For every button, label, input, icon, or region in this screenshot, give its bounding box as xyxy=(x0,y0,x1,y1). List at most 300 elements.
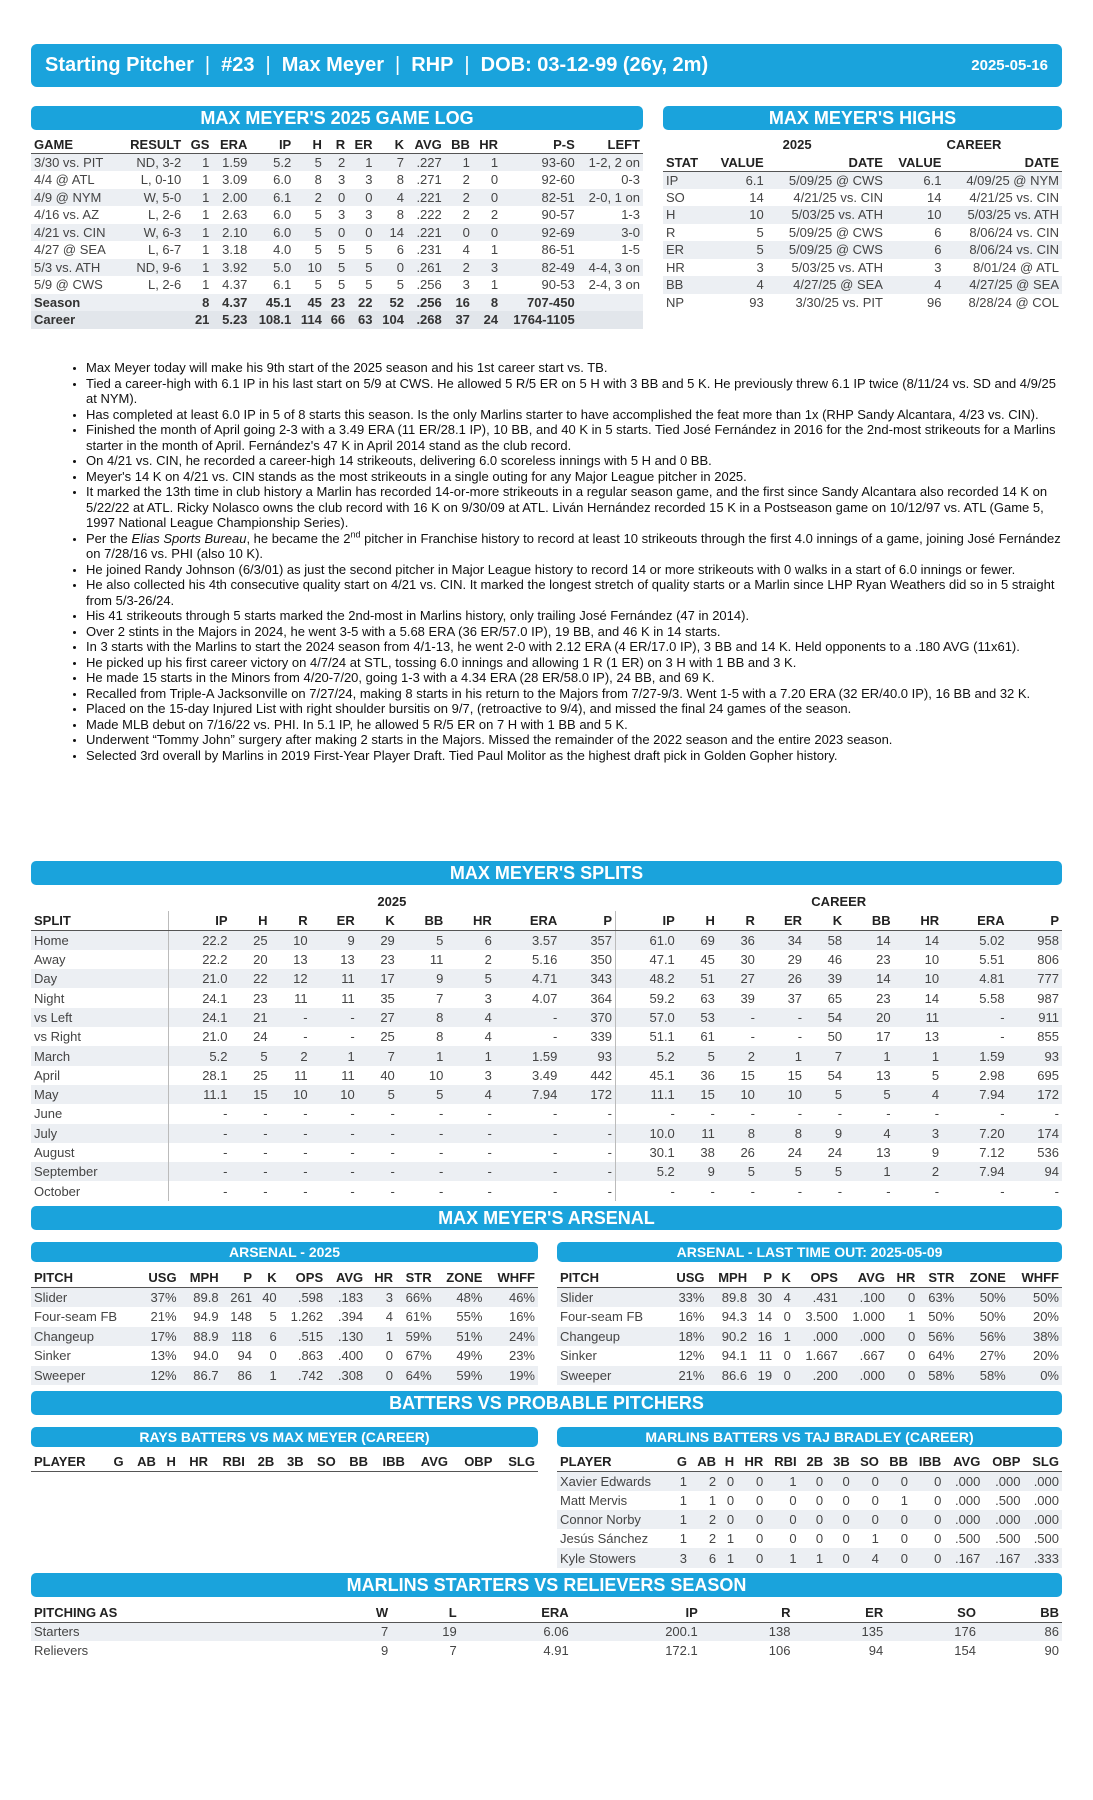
arsenal-2025-cell: 0 xyxy=(366,1366,396,1386)
splits-cell: 21.0 xyxy=(168,1027,230,1046)
splits-cell: 5 xyxy=(931,1067,940,1083)
splits-cell: 61.0 xyxy=(616,931,678,950)
game-log-cell: 3 xyxy=(473,259,501,277)
splits-cell: 806 xyxy=(1037,952,1059,968)
highs-header-col: STAT xyxy=(663,154,708,172)
highs-cell: HR xyxy=(666,259,685,275)
highs-cell: 8/28/24 @ COL xyxy=(968,294,1059,310)
banner-date: 2025-05-16 xyxy=(971,57,1048,74)
starters-relievers-cell: 19 xyxy=(391,1622,460,1641)
game-log-cell: 0 xyxy=(473,189,501,207)
splits-cell: 11 xyxy=(429,952,444,968)
marlins-bvp-header-col: RBI xyxy=(766,1452,799,1471)
splits-cell: 58 xyxy=(805,931,845,950)
arsenal-2025-cell: 16% xyxy=(508,1309,535,1325)
arsenal-2025-header-col: MPH xyxy=(180,1268,222,1288)
arsenal-2025-header-col: HR xyxy=(366,1268,396,1288)
arsenal-last-header-col: USG xyxy=(666,1268,708,1288)
splits-cell: October xyxy=(34,1183,81,1199)
arsenal-last-cell: 50% xyxy=(957,1288,1008,1308)
highs-row xyxy=(663,259,1062,277)
game-log-cell: 2 xyxy=(462,172,470,188)
marlins-bvp-cell: Matt Mervis xyxy=(560,1492,628,1508)
splits-cell: 5.2 xyxy=(616,1162,678,1181)
marlins-bvp-cell: 0 xyxy=(842,1531,850,1547)
splits-cell: 174 xyxy=(1008,1124,1062,1143)
arsenal-2025-cell: .308 xyxy=(326,1366,366,1386)
splits-row xyxy=(31,1181,1062,1200)
arsenal-last-header-col: ZONE xyxy=(957,1268,1008,1288)
game-log-cell: 2.00 xyxy=(212,189,250,207)
arsenal-2025-row xyxy=(31,1288,538,1308)
splits-cell: - xyxy=(311,1124,358,1143)
marlins-bvp-cell: 0 xyxy=(815,1492,824,1508)
splits-cell: 4 xyxy=(484,1029,492,1045)
highs-cell: 5 xyxy=(756,224,764,240)
note-item: • Max Meyer today will make his 9th start of the 2025 season and his 1st career start vs. TB. xyxy=(86,360,1062,376)
rays-bvp-header-col: 2B xyxy=(248,1452,277,1471)
arsenal-2025-cell: 261 xyxy=(222,1288,255,1308)
game-log-cell: 1 xyxy=(490,277,499,293)
marlins-bvp-cell: 0 xyxy=(719,1510,737,1529)
game-log-career-row-cell: 66 xyxy=(325,311,348,329)
starters-relievers-cell: 7 xyxy=(330,1622,391,1641)
game-log-season-row-cell: 45 xyxy=(294,294,325,312)
splits-cell: - xyxy=(271,1008,311,1027)
highs-cell: NP xyxy=(666,294,685,310)
splits-header-col: ERA xyxy=(942,911,1007,930)
splits-cell: 5 xyxy=(231,1046,271,1065)
splits-cell: 2 xyxy=(484,952,492,968)
marlins-bvp-cell: 0 xyxy=(800,1510,827,1529)
arsenal-2025-cell: 94.0 xyxy=(193,1348,219,1364)
note-item: • Recalled from Triple-A Jacksonville on 7/27/24, making 8 starts in his return to the Majors from 7/27-9/3. Went 1-5 with a 7.20 ERA (32 ER/40.0 IP), 16 BB and 32 K. xyxy=(86,686,1062,702)
game-log-header-col: ERA xyxy=(212,136,250,154)
splits-cell: 5 xyxy=(398,931,447,950)
game-log-cell: .256 xyxy=(416,277,442,293)
arsenal-last-header-col: HR xyxy=(888,1268,918,1288)
marlins-bvp-cell: 1 xyxy=(800,1548,827,1567)
starters-relievers-header-col: BB xyxy=(979,1603,1062,1622)
rays-bvp-header-col: SO xyxy=(307,1452,339,1471)
marlins-bvp-cell: .000 xyxy=(1033,1492,1059,1508)
game-log-cell: 2 xyxy=(445,259,473,277)
game-log-cell: 5 xyxy=(337,277,346,293)
game-log-cell: .271 xyxy=(416,172,442,188)
marlins-bvp-cell: 0 xyxy=(826,1548,853,1567)
game-log-cell: ND, 3-2 xyxy=(119,154,184,172)
game-log-season-row-cell: 8 xyxy=(184,294,212,312)
marlins-bvp-cell: 0 xyxy=(871,1492,879,1508)
starters-relievers-cell: 86 xyxy=(979,1622,1062,1641)
game-log-cell: 5 xyxy=(325,259,348,277)
game-log-cell: 6.0 xyxy=(273,172,292,188)
game-log-career-row-cell: 104 xyxy=(376,311,407,329)
game-log-career-row-cell: 108.1 xyxy=(250,311,294,329)
arsenal-2025-cell: 61% xyxy=(405,1309,432,1325)
starters-relievers-header-col: ER xyxy=(793,1603,886,1622)
marlins-bvp-cell: 0 xyxy=(853,1510,882,1529)
arsenal-last-cell: 50% xyxy=(1009,1288,1062,1308)
marlins-bvp-cell: 0 xyxy=(911,1548,944,1567)
arsenal-last-cell: 86.6 xyxy=(707,1366,750,1386)
game-log-cell: 0 xyxy=(473,224,501,242)
arsenal-last-cell: .000 xyxy=(794,1327,841,1347)
splits-cell: - xyxy=(303,1029,308,1045)
splits-cell: 5 xyxy=(718,1162,758,1181)
marlins-bvp-header-col: HR xyxy=(737,1452,766,1471)
game-log-cell: 2-4, 3 on xyxy=(588,277,640,293)
arsenal-2025-wrap xyxy=(31,1268,538,1385)
marlins-bvp-cell: .500 xyxy=(955,1531,981,1547)
splits-cell: 7.94 xyxy=(942,1085,1007,1104)
splits-cell: 6 xyxy=(446,931,495,950)
splits-cell: 34 xyxy=(758,931,805,950)
splits-cell: 37 xyxy=(787,990,803,1006)
arsenal-last-cell: 18% xyxy=(666,1327,708,1347)
splits-cell: 4.81 xyxy=(942,969,1007,988)
splits-cell: 45.1 xyxy=(616,1066,678,1085)
arsenal-last-cell: 89.8 xyxy=(707,1288,750,1308)
rays-bvp-header-col: PLAYER xyxy=(31,1452,106,1471)
marlins-bvp-header-col: AB xyxy=(690,1452,719,1471)
game-log-career-row-cell: 1764-1105 xyxy=(501,311,578,329)
splits-cell: 2.98 xyxy=(979,1067,1005,1083)
splits-cell: - xyxy=(718,1008,758,1027)
splits-header-col: K xyxy=(358,911,398,930)
splits-cell: 695 xyxy=(1037,1067,1059,1083)
game-log-cell: 1 xyxy=(445,154,473,172)
arsenal-2025-cell: 5 xyxy=(269,1309,277,1325)
arsenal-last-row xyxy=(557,1307,1062,1327)
splits-cell: 23 xyxy=(380,952,395,968)
splits-cell: 536 xyxy=(1037,1145,1059,1160)
arsenal-2025-cell: 89.8 xyxy=(180,1288,222,1308)
game-log-cell: 5/9 @ CWS xyxy=(34,277,103,293)
splits-cell: - xyxy=(1000,1183,1005,1199)
splits-cell: April xyxy=(34,1067,61,1083)
game-log-cell: 5 xyxy=(365,277,373,293)
highs-cell: 93 xyxy=(749,294,764,310)
splits-group-2025: 2025 xyxy=(377,894,407,910)
note-item: • Underwent “Tommy John” surgery after making 2 starts in the Majors. Missed the remainder of the 2022 season and the entire 2023 season. xyxy=(86,732,1062,748)
banner-dob: DOB: 03-12-99 (26y, 2m) xyxy=(480,54,709,76)
splits-cell: 22.2 xyxy=(168,931,230,950)
arsenal-2025-cell: 86 xyxy=(222,1366,255,1386)
splits-cell: 21.0 xyxy=(168,969,230,988)
game-log-cell: 4/27 @ SEA xyxy=(34,242,106,258)
game-log-table-wrap xyxy=(31,136,643,329)
splits-cell: 2 xyxy=(718,1046,758,1065)
splits-cell: - xyxy=(358,1124,398,1143)
highs-cell: 8/01/24 @ ATL xyxy=(973,259,1059,275)
splits-cell: - xyxy=(934,1183,940,1199)
arsenal-last-cell: .431 xyxy=(794,1288,841,1308)
arsenal-last-header-col: K xyxy=(775,1268,794,1288)
game-log-header-col: GS xyxy=(184,136,212,154)
splits-cell: Night xyxy=(34,990,65,1006)
splits-cell: 7 xyxy=(358,1046,398,1065)
splits-cell: 343 xyxy=(560,969,615,988)
marlins-bvp-cell: 0 xyxy=(815,1531,824,1547)
splits-row xyxy=(31,931,1062,950)
arsenal-2025-header-col: ZONE xyxy=(435,1268,486,1288)
splits-cell: 11 xyxy=(678,1124,718,1143)
splits-cell: 24 xyxy=(827,1145,843,1160)
splits-cell: 3 xyxy=(484,1067,492,1083)
arsenal-last-cell: 1.000 xyxy=(852,1309,885,1325)
splits-cell: 17 xyxy=(876,1029,891,1045)
game-log-cell: .227 xyxy=(407,154,445,172)
game-log-cell: 2.63 xyxy=(222,207,248,223)
game-log-cell: 0 xyxy=(348,189,375,207)
marlins-bvp-cell: .000 xyxy=(955,1492,981,1508)
splits-cell: 13 xyxy=(924,1029,940,1045)
game-log-cell: 0 xyxy=(376,259,407,277)
splits-cell: 14 xyxy=(845,931,894,950)
arsenal-last-header-col: AVG xyxy=(841,1268,888,1288)
marlins-bvp-cell: .500 xyxy=(995,1492,1021,1508)
splits-cell: Home xyxy=(31,931,168,950)
splits-cell: 54 xyxy=(827,1067,843,1083)
splits-cell: - xyxy=(446,1162,495,1181)
splits-cell: 4.07 xyxy=(532,990,558,1006)
game-log-table xyxy=(31,136,643,329)
game-log-season-row-cell: 8 xyxy=(473,294,501,312)
arsenal-last-cell: 56% xyxy=(957,1327,1008,1347)
rays-bvp-header-col: H xyxy=(159,1452,179,1471)
marlins-bvp-cell: 1 xyxy=(766,1548,799,1567)
splits-cell: Day xyxy=(31,969,168,988)
splits-row xyxy=(31,1104,1062,1123)
arsenal-last-cell: 33% xyxy=(666,1288,708,1308)
game-log-cell: .231 xyxy=(416,242,442,258)
marlins-bvp-header-col: IBB xyxy=(911,1452,944,1471)
note-item: • Placed on the 15-day Injured List with right shoulder bursitis on 9/7, (retroactive to 9/4), and missed the final 24 games of the season. xyxy=(86,701,1062,717)
game-log-row xyxy=(31,224,643,242)
splits-cell: 25 xyxy=(231,931,271,950)
marlins-bvp-cell: 3 xyxy=(671,1548,690,1567)
arsenal-2025-cell: 21% xyxy=(150,1309,177,1325)
note-item: • He also collected his 4th consecutive quality start on 4/21 vs. CIN. It marked the longest stretch of quality starts or a Marlin since LHP Ryan Weathers did so in 5 straight from 5/3-26/24. xyxy=(86,577,1062,608)
splits-cell: - xyxy=(797,1106,803,1122)
highs-row xyxy=(663,206,1062,224)
game-log-cell: 0 xyxy=(490,172,499,188)
note-item: • He picked up his first career victory on 4/7/24 at STL, tossing 6.0 innings and allowing 1 R (1 ER) on 3 H with 1 BB and 3 K. xyxy=(86,655,1062,671)
splits-cell: - xyxy=(390,1183,395,1199)
game-log-cell: 5 xyxy=(314,207,322,223)
starters-relievers-cell: 200.1 xyxy=(572,1622,701,1641)
splits-cell: - xyxy=(560,1124,615,1143)
splits-cell: 22.2 xyxy=(168,950,230,969)
game-log-cell: 6.1 xyxy=(273,277,292,293)
starters-relievers-row xyxy=(31,1622,1062,1641)
marlins-bvp-cell: 1 xyxy=(708,1492,717,1508)
game-log-cell: 82-49 xyxy=(501,259,578,277)
game-log-cell: 3 xyxy=(365,207,373,223)
splits-header-col: K xyxy=(805,911,845,930)
marlins-bvp-cell: 1 xyxy=(719,1548,737,1567)
highs-row xyxy=(663,294,1062,312)
marlins-bvp-row xyxy=(557,1529,1062,1548)
splits-cell: 10 xyxy=(718,1085,758,1104)
splits-cell: 93 xyxy=(1008,1046,1062,1065)
note-source: Elias Sports Bureau xyxy=(131,530,247,546)
game-log-cell: 1-3 xyxy=(621,207,640,223)
highs-table-wrap xyxy=(663,136,1062,311)
splits-cell: - xyxy=(1000,1106,1005,1122)
marlins-bvp-cell: .000 xyxy=(1023,1471,1062,1490)
splits-cell: 10.0 xyxy=(616,1124,678,1143)
splits-cell: 20 xyxy=(253,952,268,968)
arsenal-last-table xyxy=(557,1268,1062,1385)
arsenal-last-cell: 12% xyxy=(678,1348,705,1364)
marlins-bvp-cell: 1 xyxy=(766,1471,799,1490)
game-log-cell: 0 xyxy=(445,224,473,242)
arsenal-last-cell: 90.2 xyxy=(707,1327,750,1347)
splits-cell: 25 xyxy=(380,1029,395,1045)
splits-cell: 27 xyxy=(718,969,758,988)
splits-cell: 9 xyxy=(805,1124,845,1143)
arsenal-2025-cell: 118 xyxy=(222,1327,255,1347)
splits-cell: 11 xyxy=(311,969,358,988)
note-text: Per the xyxy=(86,530,132,546)
highs-cell: 4/21/25 vs. CIN xyxy=(969,189,1059,205)
game-log-season-row-cell: 707-450 xyxy=(501,294,578,312)
splits-cell: - xyxy=(263,1106,268,1122)
starters-relievers-cell: 176 xyxy=(886,1622,979,1641)
marlins-bvp-cell: 0 xyxy=(756,1531,764,1547)
marlins-bvp-cell: 0 xyxy=(911,1510,944,1529)
splits-row xyxy=(31,1027,1062,1046)
game-log-cell: L, 0-10 xyxy=(140,172,182,188)
rays-bvp-header-col: 3B xyxy=(277,1452,306,1471)
arsenal-2025-cell: Sweeper xyxy=(31,1366,138,1386)
arsenal-last-row xyxy=(557,1346,1062,1366)
splits-cell: 8 xyxy=(398,1008,447,1027)
arsenal-2025-header-col: WHFF xyxy=(485,1268,538,1288)
splits-cell: - xyxy=(495,1162,560,1181)
splits-cell: vs Right xyxy=(34,1029,81,1045)
splits-header-col: BB xyxy=(398,911,447,930)
splits-cell: 11 xyxy=(341,990,355,1006)
game-log-cell: L, 2-6 xyxy=(147,277,182,293)
splits-cell: 9 xyxy=(398,969,447,988)
marlins-bvp-cell: 1 xyxy=(900,1492,908,1508)
arsenal-2025-cell: Four-seam FB xyxy=(34,1309,118,1325)
game-log-cell: 4.37 xyxy=(222,277,248,293)
rays-bvp-header-col: BB xyxy=(339,1452,371,1471)
arsenal-last-row xyxy=(557,1288,1062,1308)
splits-cell: 7.94 xyxy=(942,1162,1007,1181)
arsenal-2025-cell: Changeup xyxy=(31,1327,138,1347)
splits-cell: 10 xyxy=(271,931,311,950)
marlins-bvp-cell: 1 xyxy=(679,1531,687,1547)
game-log-cell: 1 xyxy=(202,242,210,258)
banner-role: Starting Pitcher xyxy=(45,54,194,76)
highs-cell: 3 xyxy=(934,259,942,275)
splits-cell: - xyxy=(1054,1183,1059,1199)
highs-cell: BB xyxy=(663,276,708,294)
arsenal-2025-cell: 46% xyxy=(485,1288,538,1308)
splits-cell: 29 xyxy=(787,952,803,968)
splits-cell: 5 xyxy=(805,1162,845,1181)
starters-relievers-cell: 106 xyxy=(768,1643,791,1658)
marlins-bvp-cell: 0 xyxy=(737,1548,766,1567)
game-log-cell: W, 6-3 xyxy=(119,224,184,242)
game-log-cell: 4/4 @ ATL xyxy=(34,172,95,188)
splits-cell: 9 xyxy=(311,931,358,950)
game-log-cell: 1 xyxy=(202,172,210,188)
arsenal-2025-cell: Sinker xyxy=(34,1348,71,1364)
splits-cell: 30 xyxy=(740,952,755,968)
splits-cell: - xyxy=(311,1162,358,1181)
game-log-cell: 6.1 xyxy=(250,189,294,207)
game-log-career-row-cell: 63 xyxy=(348,311,375,329)
game-log-cell: .261 xyxy=(407,259,445,277)
highs-row xyxy=(663,241,1062,259)
splits-group-career: CAREER xyxy=(811,894,867,910)
banner-number: #23 xyxy=(221,54,255,76)
starters-relievers-table xyxy=(31,1603,1062,1660)
game-log-cell: 2 xyxy=(490,207,499,223)
splits-cell: 4 xyxy=(845,1124,894,1143)
splits-cell: 59.2 xyxy=(616,988,678,1007)
marlins-bvp-cell: 0 xyxy=(853,1471,882,1490)
game-log-cell: 6.0 xyxy=(250,224,294,242)
splits-cell: 10 xyxy=(758,1085,805,1104)
rays-bvp-header-col: HR xyxy=(179,1452,211,1471)
splits-cell: - xyxy=(616,1181,678,1200)
rays-bvp-header-col: AVG xyxy=(408,1452,451,1471)
marlins-bvp-header-col: G xyxy=(671,1452,690,1471)
highs-cell: H xyxy=(663,206,708,224)
game-log-cell: 4 xyxy=(462,242,470,258)
splits-header-col: H xyxy=(231,911,271,930)
arsenal-last-cell: 11 xyxy=(758,1348,773,1364)
arsenal-2025-cell: 4 xyxy=(385,1309,394,1325)
splits-cell: - xyxy=(495,1124,560,1143)
highs-cell: 5/09/25 @ CWS xyxy=(767,171,886,189)
arsenal-last-cell: 16 xyxy=(750,1327,775,1347)
marlins-bvp-cell: .333 xyxy=(1023,1548,1062,1567)
splits-cell: - xyxy=(797,1029,803,1045)
splits-cell: - xyxy=(758,1008,805,1027)
marlins-bvp-cell: 0 xyxy=(719,1471,737,1490)
highs-cell: 4/09/25 @ NYM xyxy=(944,171,1062,189)
game-log-career-row-cell: .268 xyxy=(407,311,445,329)
splits-cell: 14 xyxy=(894,931,943,950)
splits-cell: 7 xyxy=(436,990,444,1006)
splits-cell: - xyxy=(168,1162,230,1181)
note-ordinal: nd xyxy=(350,529,361,540)
splits-cell: 48.2 xyxy=(616,969,678,988)
splits-cell: 5 xyxy=(845,1085,894,1104)
game-log-cell: 4 xyxy=(376,189,407,207)
highs-cell: 96 xyxy=(926,294,942,310)
game-log-cell: 2 xyxy=(325,154,348,172)
highs-cell: 6.1 xyxy=(886,171,944,189)
arsenal-last-header-col: OPS xyxy=(794,1268,841,1288)
splits-cell: - xyxy=(231,1124,271,1143)
arsenal-2025-cell: .598 xyxy=(280,1288,326,1308)
splits-table-wrap xyxy=(31,892,1062,1201)
splits-cell: 9 xyxy=(678,1162,718,1181)
splits-cell: 3 xyxy=(894,1124,943,1143)
marlins-bvp-header-col: SLG xyxy=(1023,1452,1062,1471)
marlins-bvp-cell: 0 xyxy=(882,1471,911,1490)
game-log-cell: 8 xyxy=(314,172,322,188)
